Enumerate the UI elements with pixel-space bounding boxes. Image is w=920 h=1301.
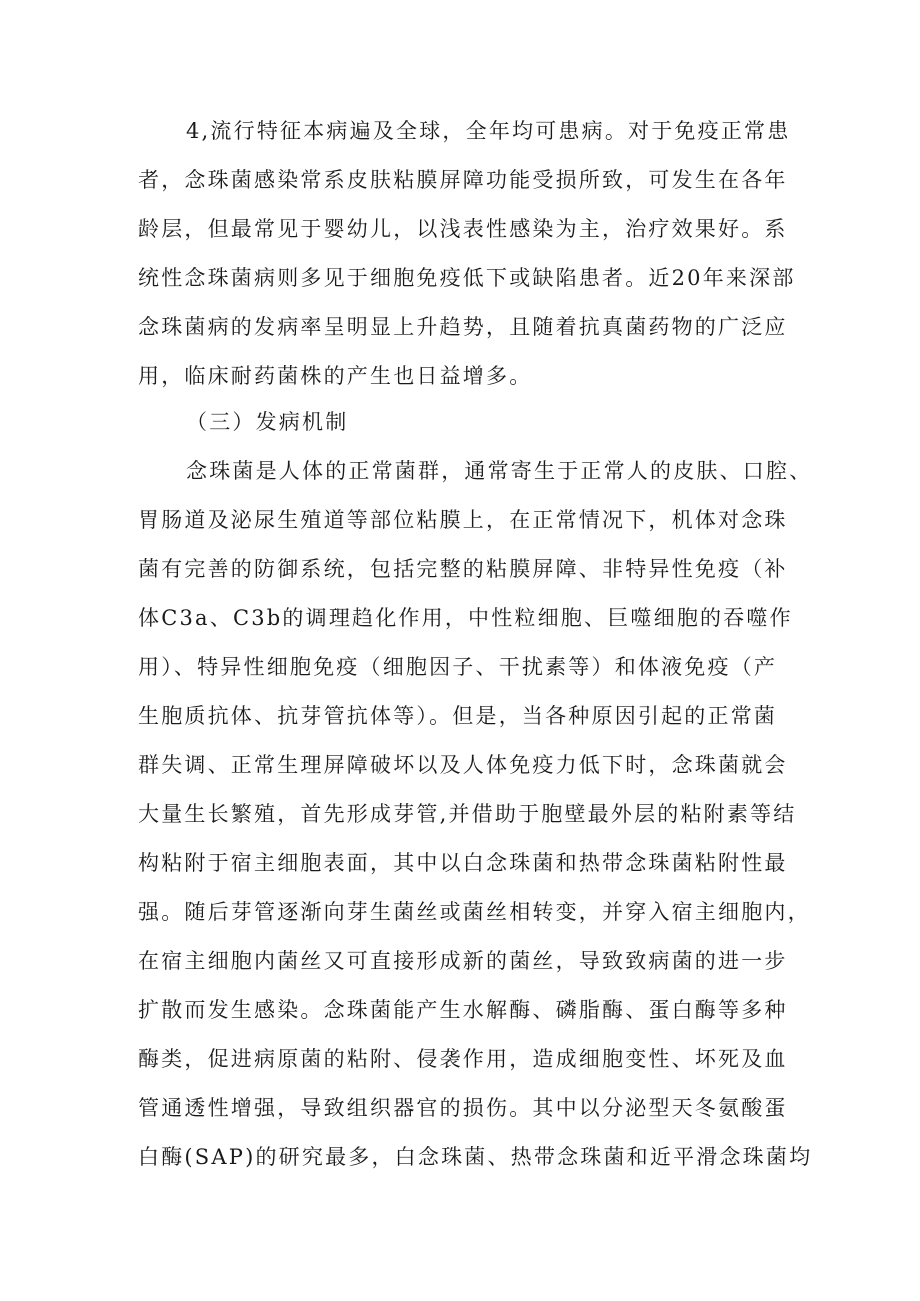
section-heading: （三）发病机制 [186, 410, 349, 434]
paragraph-line: 扩散而发生感染。念珠菌能产生水解酶、磷脂酶、蛋白酶等多种 [138, 998, 788, 1022]
paragraph-line: 胃肠道及泌尿生殖道等部位粘膜上，在正常情况下，机体对念珠 [138, 508, 788, 532]
paragraph-line: 统性念珠菌病则多见于细胞免疫低下或缺陷患者。近20年来深部 [138, 266, 796, 290]
paragraph-line: 在宿主细胞内菌丝又可直接形成新的菌丝，导致致病菌的进一步 [138, 949, 788, 973]
paragraph-line: 体C3a、C3b的调理趋化作用，中性粒细胞、巨噬细胞的吞噬作 [138, 606, 793, 630]
paragraph-line: 群失调、正常生理屏障破坏以及人体免疫力低下时，念珠菌就会 [138, 753, 788, 777]
paragraph-line: 酶类，促进病原菌的粘附、侵袭作用，造成细胞变性、坏死及血 [138, 1047, 788, 1071]
paragraph-line: 构粘附于宿主细胞表面，其中以白念珠菌和热带念珠菌粘附性最 [138, 851, 788, 875]
paragraph-line: 管通透性增强，导致组织器官的损伤。其中以分泌型天冬氨酸蛋 [138, 1096, 788, 1120]
paragraph-line: 念珠菌病的发病率呈明显上升趋势，且随着抗真菌药物的广泛应 [138, 315, 788, 339]
paragraph-line: 菌有完善的防御系统，包括完整的粘膜屏障、非特异性免疫（补 [138, 557, 788, 581]
paragraph-line: 强。随后芽管逐渐向芽生菌丝或菌丝相转变，并穿入宿主细胞内， [138, 900, 811, 924]
paragraph-line: 生胞质抗体、抗芽管抗体等）。但是，当各种原因引起的正常菌 [138, 704, 778, 728]
paragraph-line: 用，临床耐药菌株的产生也日益增多。 [138, 364, 533, 388]
paragraph-line: 用）、特异性细胞免疫（细胞因子、干扰素等）和体液免疫（产 [138, 655, 778, 679]
paragraph-line: 白酶(SAP)的研究最多，白念珠菌、热带念珠菌和近平滑念珠菌均 [138, 1145, 813, 1169]
paragraph-line: 念珠菌是人体的正常菌群，通常寄生于正常人的皮肤、口腔、 [186, 459, 813, 483]
paragraph-line: 4,流行特征本病遍及全球，全年均可患病。对于免疫正常患 [186, 119, 791, 143]
paragraph-line: 大量生长繁殖，首先形成芽管,并借助于胞壁最外层的粘附素等结 [138, 802, 797, 826]
paragraph-line: 者，念珠菌感染常系皮肤粘膜屏障功能受损所致，可发生在各年 [138, 168, 788, 192]
paragraph-line: 龄层，但最常见于婴幼儿，以浅表性感染为主，治疗效果好。系 [138, 217, 788, 241]
